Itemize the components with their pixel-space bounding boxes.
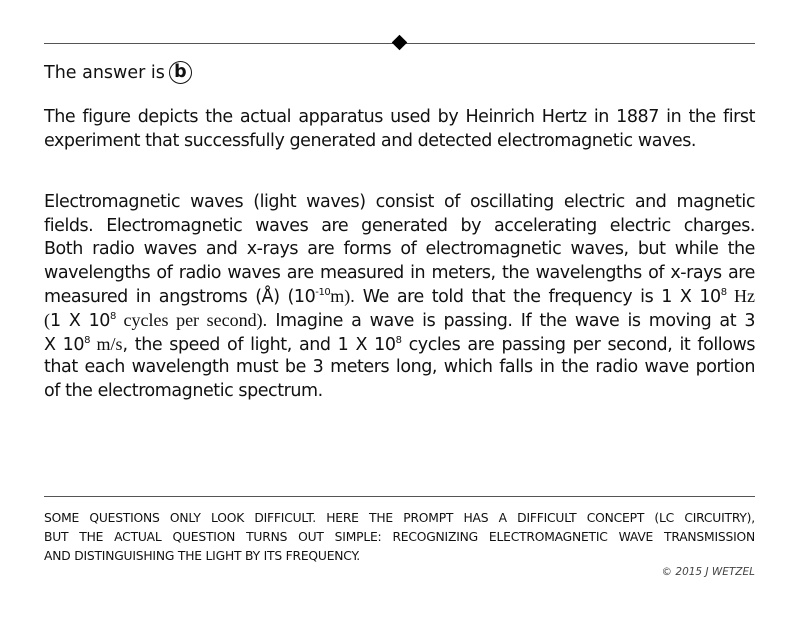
text-line: The figure depicts the actual apparatus used by Heinrich Hertz in 1887 in the first <box>44 107 755 127</box>
text-line <box>44 285 755 309</box>
answer-line <box>44 61 192 84</box>
footer-note <box>44 509 755 566</box>
superscript: 8 <box>395 334 402 346</box>
text-line: Both radio waves and x-rays are forms of electromagnetic waves, but while the <box>44 239 755 260</box>
text-line: Electromagnetic waves (light waves) consist of oscillating electric and magnetic <box>44 192 755 212</box>
text: We are told that the frequency is 1 X 10 <box>354 287 721 308</box>
text: ( <box>44 309 50 330</box>
copyright: © 2015 J WETZEL <box>661 566 755 578</box>
superscript: 8 <box>720 287 727 299</box>
answer-prefix: The answer is <box>44 62 165 83</box>
answer-choice-badge: b <box>169 61 192 84</box>
paragraph-explanation <box>44 191 755 403</box>
superscript: 8 <box>84 334 90 346</box>
text: , the speed of light, and 1 X 10 <box>122 334 396 355</box>
superscript: 8 <box>110 311 116 323</box>
text-line <box>44 333 755 357</box>
text: Hz <box>726 286 755 307</box>
text-line <box>44 309 755 333</box>
text-line: experiment that successfully generated and detected electromagnetic waves. <box>44 130 696 151</box>
text: cycles are passing per second, it follows <box>401 334 756 355</box>
text: m). <box>330 286 355 307</box>
text: 1 X 10 <box>50 310 110 331</box>
text: measured in angstroms (Å) (10 <box>44 287 316 308</box>
text: X 10 <box>44 334 85 355</box>
footer-divider <box>44 496 755 497</box>
paragraph-intro <box>44 106 755 153</box>
text-line: that each wavelength must be 3 meters long, which falls in the radio wave portion <box>44 357 755 378</box>
diamond-ornament-icon <box>392 35 408 51</box>
footer-line: BUT THE ACTUAL QUESTION TURNS OUT SIMPLE: RECOGNIZING ELECTROMAGNETIC WAVE TRANSMISSION <box>44 530 755 544</box>
text: m/s <box>89 333 123 354</box>
text-line: wavelengths of radio waves are measured in meters, the wavelengths of x-rays are <box>44 262 755 283</box>
superscript: -10 <box>315 287 331 299</box>
footer-line: AND DISTINGUISHING THE LIGHT BY ITS FREQUENCY. <box>44 549 360 563</box>
text: Imagine a wave is passing. If the wave is moving at 3 <box>267 310 756 331</box>
text-line: fields. Electromagnetic waves are generated by accelerating electric charges. <box>44 215 755 236</box>
text: cycles per second). <box>115 309 268 330</box>
footer-line: SOME QUESTIONS ONLY LOOK DIFFICULT. HERE THE PROMPT HAS A DIFFICULT CONCEPT (LC CIRCUITRY), <box>44 511 755 525</box>
text-line: of the electromagnetic spectrum. <box>44 380 323 401</box>
